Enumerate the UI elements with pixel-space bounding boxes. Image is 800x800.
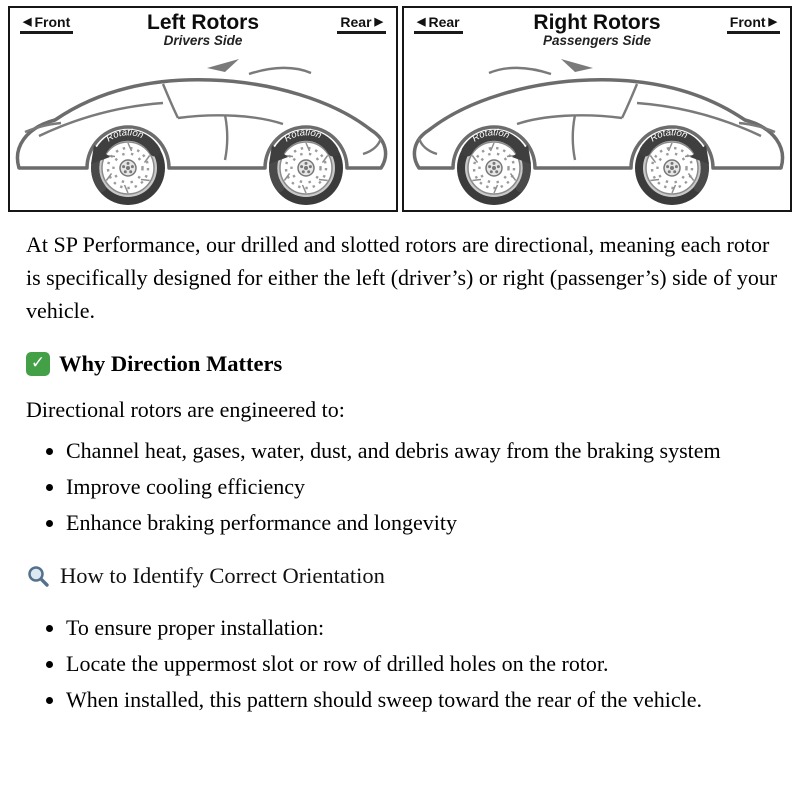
magnifier-icon bbox=[26, 564, 50, 588]
right-car-illustration bbox=[404, 56, 790, 208]
heading-text: How to Identify Correct Orientation bbox=[60, 562, 385, 588]
rear-direction-label bbox=[337, 14, 386, 34]
rear-direction-label bbox=[414, 14, 463, 34]
article-body bbox=[0, 212, 800, 716]
arrow-right-icon: ▶ bbox=[374, 15, 383, 28]
identify-bullet-list bbox=[26, 611, 778, 716]
engineered-to-lead: Directional rotors are engineered to: bbox=[26, 396, 345, 422]
left-rotors-panel bbox=[8, 6, 398, 212]
left-car-illustration bbox=[10, 56, 396, 208]
direction-text: Front bbox=[729, 14, 766, 30]
list-item: • To ensure proper installation: bbox=[66, 611, 778, 644]
list-item: • Channel heat, gases, water, dust, and debris away from the braking system bbox=[66, 434, 778, 467]
list-item: • Improve cooling efficiency bbox=[66, 470, 778, 503]
why-bullet-list bbox=[26, 434, 778, 539]
front-direction-label bbox=[727, 14, 780, 34]
list-item: • Enhance braking performance and longevity bbox=[66, 506, 778, 539]
arrow-right-icon: ▶ bbox=[768, 15, 777, 28]
direction-text: Rear bbox=[340, 14, 372, 30]
right-rotors-panel bbox=[402, 6, 792, 212]
arrow-left-icon: ◀ bbox=[417, 15, 426, 28]
direction-text: Front bbox=[34, 14, 71, 30]
intro-paragraph: At SP Performance, our drilled and slotted rotors are directional, meaning each rotor is specifically designed for either the left (driver’s) or right (passenger’s) side of your vehicle. bbox=[26, 232, 778, 323]
rotor-orientation-diagram bbox=[0, 0, 800, 212]
identify-orientation-heading bbox=[26, 559, 778, 593]
panel-subtitle: Drivers Side bbox=[163, 33, 243, 49]
why-direction-matters-heading bbox=[26, 347, 778, 381]
arrow-left-icon: ◀ bbox=[23, 15, 32, 28]
panel-subtitle: Passengers Side bbox=[542, 33, 652, 49]
panel-title: Right Rotors bbox=[533, 11, 661, 34]
check-icon: ✓ bbox=[26, 352, 50, 376]
front-direction-label bbox=[20, 14, 73, 34]
list-item: • Locate the uppermost slot or row of drilled holes on the rotor. bbox=[66, 647, 778, 680]
heading-text: Why Direction Matters bbox=[59, 351, 283, 376]
list-item: • When installed, this pattern should sweep toward the rear of the vehicle. bbox=[66, 683, 778, 716]
direction-text: Rear bbox=[428, 14, 460, 30]
panel-title: Left Rotors bbox=[147, 11, 259, 34]
